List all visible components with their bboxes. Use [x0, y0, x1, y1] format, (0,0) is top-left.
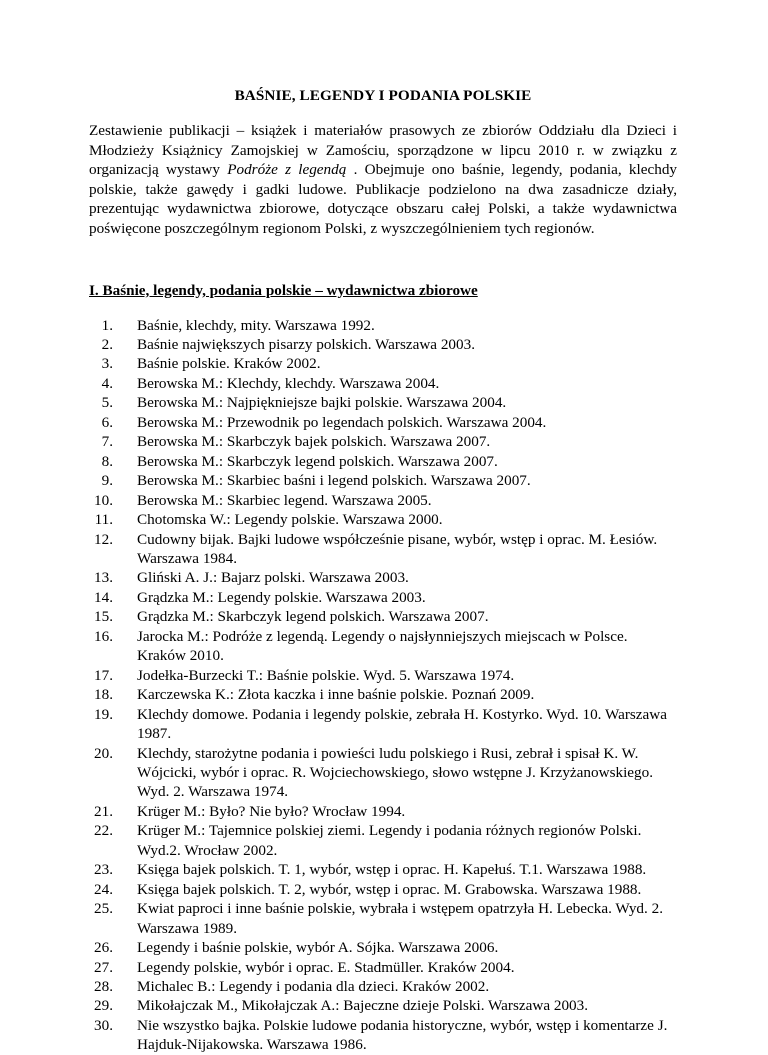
- list-item: [89, 685, 677, 704]
- list-item-number: 21.: [94, 802, 113, 820]
- list-item-text: Baśnie polskie. Kraków 2002.: [137, 355, 321, 373]
- list-item-text: Mikołajczak M., Mikołajczak A.: Bajeczne dzieje Polski. Warszawa 2003.: [137, 997, 589, 1015]
- list-item-text: Berowska M.: Skarbczyk legend polskich. Warszawa 2007.: [137, 452, 498, 470]
- list-item-text: Berowska M.: Klechdy, klechdy. Warszawa 2004.: [137, 374, 440, 392]
- list-item: [89, 316, 677, 335]
- list-item-number: 14.: [94, 588, 113, 606]
- list-item: [89, 413, 677, 432]
- list-item-number: 23.: [94, 861, 113, 879]
- list-item: [89, 452, 677, 471]
- list-item-text: Grądzka M.: Legendy polskie. Warszawa 2003.: [137, 588, 426, 606]
- list-item: [89, 880, 677, 899]
- list-item-text: Klechdy domowe. Podania i legendy polskie, zebrała H. Kostyrko. Wyd. 10. Warszawa 1987.: [137, 705, 667, 743]
- list-item-text: Księga bajek polskich. T. 2, wybór, wstęp i oprac. M. Grabowska. Warszawa 1988.: [137, 880, 642, 898]
- list-item-text: Księga bajek polskich. T. 1, wybór, wstęp i oprac. H. Kapełuś. T.1. Warszawa 1988.: [137, 861, 647, 879]
- list-item: [89, 802, 677, 821]
- list-item-number: 22.: [94, 822, 113, 840]
- list-item: [89, 996, 677, 1015]
- list-item-text: Baśnie, klechdy, mity. Warszawa 1992.: [137, 316, 375, 334]
- list-item-text: Legendy polskie, wybór i oprac. E. Stadmüller. Kraków 2004.: [137, 958, 515, 976]
- list-item-number: 7.: [101, 433, 113, 451]
- list-item: [89, 744, 677, 802]
- list-item-text: Berowska M.: Skarbczyk bajek polskich. Warszawa 2007.: [137, 433, 491, 451]
- list-item-text: Jodełka-Burzecki T.: Baśnie polskie. Wyd. 5. Warszawa 1974.: [137, 666, 515, 684]
- exhibition-title: Podróże z legendą: [227, 161, 347, 179]
- list-item-text: Berowska M.: Przewodnik po legendach polskich. Warszawa 2004.: [137, 413, 547, 431]
- list-item-number: 12.: [94, 530, 113, 548]
- document-page: [89, 86, 677, 1055]
- list-item-text: Klechdy, starożytne podania i powieści ludu polskiego i Rusi, zebrał i spisał K. W. Wójcicki, wybór i oprac. R. Wojciechowskiego, słowo wstępne J. Krzyżanowskiego. Wyd. 2. Warszawa 1974.: [137, 744, 654, 801]
- list-item-text: Jarocka M.: Podróże z legendą. Legendy o najsłynniejszych miejscach w Polsce. Kraków 2010.: [137, 627, 628, 665]
- intro-text-end: . Obejmuje ono baśnie, legendy, podania, klechdy polskie, także gawędy i gadki ludowe. Publikacje podzielono na dwa zasadnicze działy, prezentując wydawnictwa zbiorowe, dotyczące obszaru całej Polski, a także wydawnictwa poświęcone poszczególnym regionom Polski, z wyszczególnieniem tych regionów.: [89, 161, 678, 237]
- list-item-number: 28.: [94, 977, 113, 995]
- list-item: [89, 530, 677, 569]
- section-heading: I. Baśnie, legendy, podania polskie – wydawnictwa zbiorowe: [89, 281, 478, 299]
- list-item: [89, 335, 677, 354]
- list-item: [89, 432, 677, 451]
- list-item-number: 5.: [101, 394, 113, 412]
- list-item: [89, 393, 677, 412]
- list-item-text: Nie wszystko bajka. Polskie ludowe podania historyczne, wybór, wstęp i komentarze J. Hajduk-Nijakowska. Warszawa 1986.: [137, 1016, 668, 1054]
- list-item-number: 20.: [94, 744, 113, 762]
- list-item: [89, 374, 677, 393]
- list-item-text: Michalec B.: Legendy i podania dla dzieci. Kraków 2002.: [137, 977, 490, 995]
- list-item-text: Karczewska K.: Złota kaczka i inne baśnie polskie. Poznań 2009.: [137, 686, 535, 704]
- intro-paragraph: [89, 121, 677, 239]
- list-item-number: 26.: [94, 939, 113, 957]
- list-item: [89, 821, 677, 860]
- list-item: [89, 666, 677, 685]
- list-item-number: 4.: [101, 374, 113, 392]
- list-item-number: 18.: [94, 686, 113, 704]
- list-item-number: 2.: [101, 336, 113, 354]
- list-item-number: 8.: [101, 452, 113, 470]
- list-item-text: Baśnie największych pisarzy polskich. Warszawa 2003.: [137, 336, 476, 354]
- list-item: [89, 588, 677, 607]
- list-item-number: 25.: [94, 900, 113, 918]
- list-item-number: 19.: [94, 705, 113, 723]
- list-item: [89, 958, 677, 977]
- list-item: [89, 860, 677, 879]
- list-item-text: Krüger M.: Było? Nie było? Wrocław 1994.: [137, 802, 406, 820]
- list-item: [89, 899, 677, 938]
- document-title: BAŚNIE, LEGENDY I PODANIA POLSKIE: [234, 87, 532, 104]
- list-item-number: 6.: [101, 413, 113, 431]
- list-item: [89, 1016, 677, 1055]
- list-item-text: Legendy i baśnie polskie, wybór A. Sójka. Warszawa 2006.: [137, 939, 499, 957]
- list-item-number: 13.: [94, 569, 113, 587]
- list-item-text: Berowska M.: Skarbiec baśni i legend polskich. Warszawa 2007.: [137, 472, 531, 490]
- list-item-text: Chotomska W.: Legendy polskie. Warszawa 2000.: [137, 511, 443, 529]
- list-item-number: 29.: [94, 997, 113, 1015]
- list-item: [89, 491, 677, 510]
- list-item-number: 9.: [101, 472, 113, 490]
- list-item: [89, 607, 677, 626]
- bibliography-list: [89, 316, 677, 1055]
- list-item: [89, 938, 677, 957]
- list-item: [89, 627, 677, 666]
- intro-text-start: Zestawienie publikacji – książek i materiałów prasowych ze zbiorów Oddziału dla Dzieci i Młodzieży Książnicy Zamojskiej w Zamościu, sporządzone w lipcu 2010 r. w związku z organizacją wystawy: [89, 122, 677, 179]
- list-item: [89, 705, 677, 744]
- list-item-number: 16.: [94, 627, 113, 645]
- list-item: [89, 510, 677, 529]
- list-item-number: 15.: [94, 608, 113, 626]
- list-item-number: 24.: [94, 880, 113, 898]
- list-item: [89, 471, 677, 490]
- list-item-text: Cudowny bijak. Bajki ludowe współcześnie pisane, wybór, wstęp i oprac. M. Łesiów. Warszawa 1984.: [137, 530, 658, 567]
- list-item: [89, 568, 677, 587]
- list-item-number: 10.: [94, 491, 113, 509]
- list-item-number: 3.: [101, 355, 113, 373]
- list-item: [89, 354, 677, 373]
- list-item-number: 1.: [101, 316, 113, 334]
- list-item-text: Berowska M.: Skarbiec legend. Warszawa 2005.: [137, 491, 432, 509]
- list-item-number: 30.: [94, 1016, 113, 1034]
- list-item-text: Berowska M.: Najpiękniejsze bajki polskie. Warszawa 2004.: [137, 394, 507, 412]
- list-item-number: 27.: [94, 958, 113, 976]
- list-item-text: Krüger M.: Tajemnice polskiej ziemi. Legendy i podania różnych regionów Polski. Wyd.2. Wrocław 2002.: [137, 822, 642, 859]
- list-item-text: Gliński A. J.: Bajarz polski. Warszawa 2003.: [137, 569, 409, 587]
- list-item-number: 17.: [94, 666, 113, 684]
- list-item-number: 11.: [94, 511, 113, 529]
- list-item-text: Grądzka M.: Skarbczyk legend polskich. Warszawa 2007.: [137, 608, 489, 626]
- list-item-text: Kwiat paproci i inne baśnie polskie, wybrała i wstępem opatrzyła H. Lebecka. Wyd. 2. Warszawa 1989.: [137, 900, 663, 937]
